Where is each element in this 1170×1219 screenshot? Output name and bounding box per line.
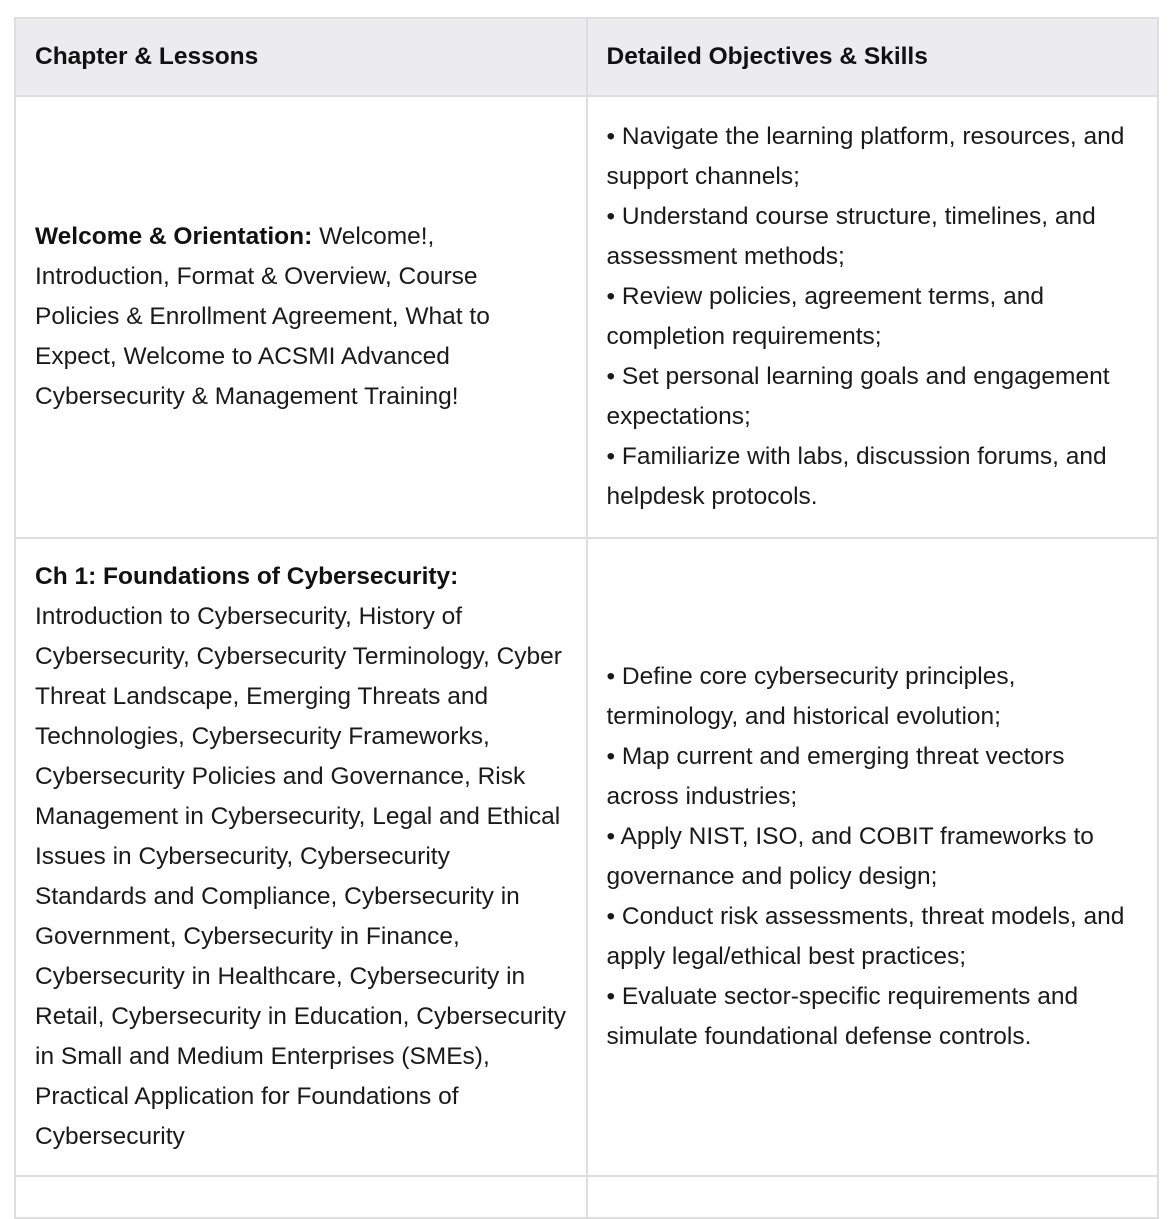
chapter-cell bbox=[15, 1176, 587, 1218]
table-row bbox=[15, 538, 1158, 1176]
objective-item: • Conduct risk assessments, threat models, and apply legal/ethical best practices; bbox=[606, 903, 1125, 970]
objective-item: • Understand course structure, timelines, and assessment methods; bbox=[606, 203, 1096, 270]
lesson-list: Introduction to Cybersecurity, History of Cybersecurity, Cybersecurity Terminology, Cyber Threat Landscape, Emerging Threats and Technologies, Cybersecurity Frameworks, Cybersecurity Policies and Governance, Risk Management in Cybersecurity, Legal and Ethical Issues in Cybersecurity, Cybersecurity Standards and Compliance, Cybersecurity in Government, Cybersecurity in Finance, Cybersecurity in Healthcare, Cybersecurity in Retail, Cybersecurity in Education, Cybersecurity in Small and Medium Enterprises (SMEs), Practical Application for Foundations of Cybersecurity bbox=[35, 603, 567, 1150]
table-row-partial bbox=[15, 1176, 1158, 1218]
header-objectives-skills: Detailed Objectives & Skills bbox=[587, 18, 1159, 96]
table-header-row bbox=[15, 18, 1158, 96]
objective-item: • Navigate the learning platform, resources, and support channels; bbox=[606, 123, 1125, 190]
header-chapter-lessons: Chapter & Lessons bbox=[15, 18, 587, 96]
objective-item: • Familiarize with labs, discussion forums, and helpdesk protocols. bbox=[606, 443, 1107, 510]
chapter-cell bbox=[15, 96, 587, 538]
objective-item: • Evaluate sector-specific requirements and simulate foundational defense controls. bbox=[606, 983, 1079, 1050]
chapter-title: Ch 1: Foundations of Cybersecurity: bbox=[35, 563, 459, 590]
objective-item: • Apply NIST, ISO, and COBIT frameworks to governance and policy design; bbox=[606, 823, 1094, 890]
objectives-cell bbox=[587, 1176, 1159, 1218]
objective-item: • Map current and emerging threat vectors across industries; bbox=[606, 743, 1065, 810]
chapter-title: Welcome & Orientation: bbox=[35, 223, 313, 250]
table-row bbox=[15, 96, 1158, 538]
objective-item: • Define core cybersecurity principles, terminology, and historical evolution; bbox=[606, 663, 1016, 730]
objective-item: • Review policies, agreement terms, and completion requirements; bbox=[606, 283, 1045, 350]
chapter-cell bbox=[15, 538, 587, 1176]
curriculum-table bbox=[14, 17, 1159, 1219]
objective-item: • Set personal learning goals and engagement expectations; bbox=[606, 363, 1110, 430]
objectives-cell bbox=[587, 96, 1159, 538]
lesson-list: Welcome!, Introduction, Format & Overview, Course Policies & Enrollment Agreement, What to Expect, Welcome to ACSMI Advanced Cybersecurity & Management Training! bbox=[35, 223, 490, 410]
objectives-cell bbox=[587, 538, 1159, 1176]
